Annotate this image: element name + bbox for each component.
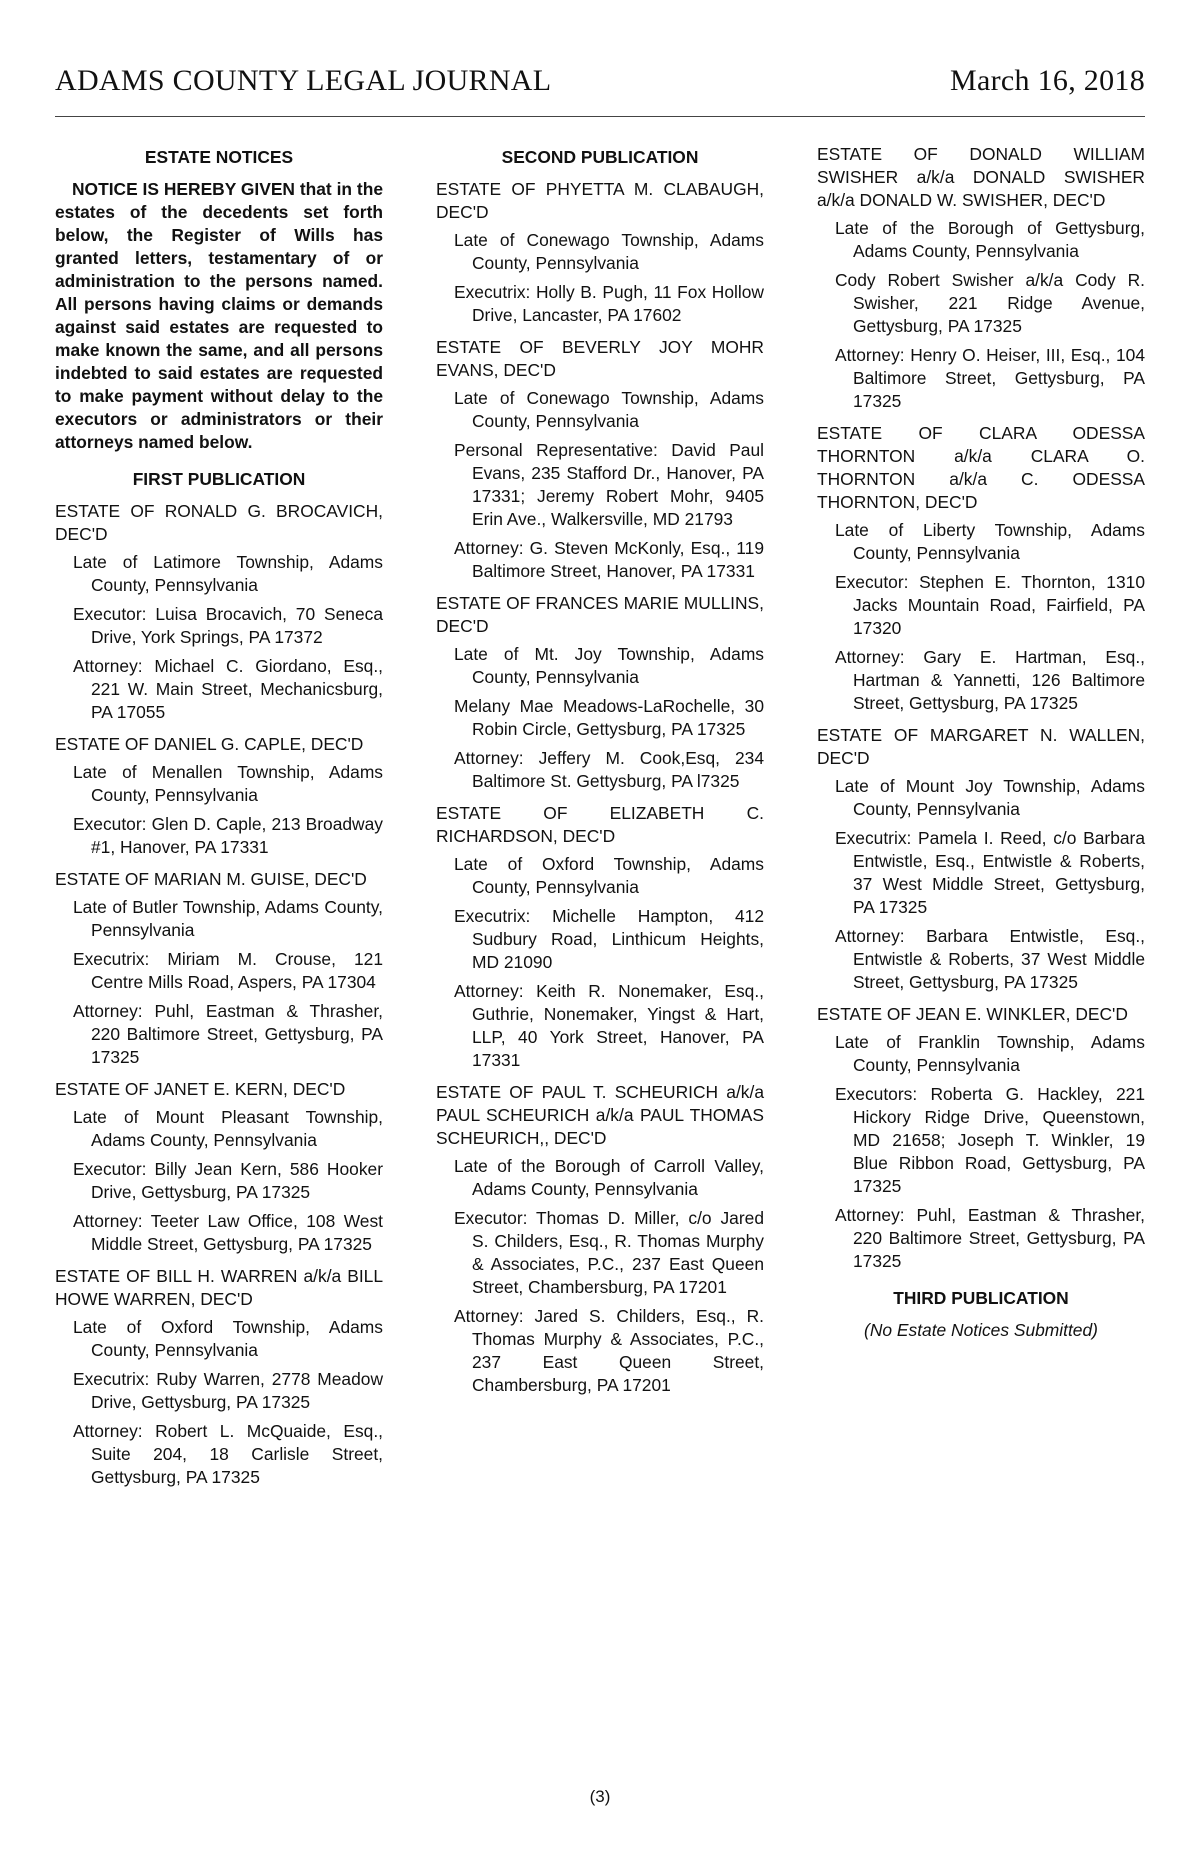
estate-entry [817,422,1145,715]
estate-title: ESTATE OF BEVERLY JOY MOHR EVANS, DEC'D [436,337,764,380]
estate-entry [55,733,383,859]
estate-detail: Attorney: Barbara Entwistle, Esq., Entwistle & Roberts, 37 West Middle Street, Gettysburg, PA 17325 [835,926,1145,992]
estate-detail: Melany Mae Meadows-LaRochelle, 30 Robin Circle, Gettysburg, PA 17325 [454,696,764,739]
notice-intro: NOTICE IS HEREBY GIVEN that in the estates of the decedents set forth below, the Register of Wills has granted letters, testamentary of or administration to the persons named. All persons having claims or demands against said estates are requested to make known the same, and all persons indebted to said estates are requested to make payment without delay to the executors or administrators or their attorneys named below. [55,179,383,452]
estate-title: ESTATE OF MARGARET N. WALLEN, DEC'D [817,725,1145,768]
estate-detail: Executrix: Pamela I. Reed, c/o Barbara Entwistle, Esq., Entwistle & Roberts, 37 West Middle Street, Gettysburg, PA 17325 [835,828,1145,917]
estate-entry [55,1078,383,1256]
estate-entry [817,143,1145,413]
estate-detail: Executrix: Ruby Warren, 2778 Meadow Drive, Gettysburg, PA 17325 [73,1369,383,1412]
estate-notices-heading: ESTATE NOTICES [144,147,294,167]
estate-detail: Late of Franklin Township, Adams County, Pennsylvania [835,1032,1145,1075]
estate-title: ESTATE OF RONALD G. BROCAVICH, DEC'D [55,501,383,544]
estate-title: ESTATE OF MARIAN M. GUISE, DEC'D [55,869,367,889]
estate-entry [817,724,1145,994]
estate-entry [55,500,383,724]
estate-detail: Executors: Roberta G. Hackley, 221 Hickory Ridge Drive, Queenstown, MD 21658; Joseph T. Winkler, 19 Blue Ribbon Road, Gettysburg, PA 17325 [835,1084,1145,1196]
estate-detail: Attorney: Jeffery M. Cook,Esq, 234 Baltimore St. Gettysburg, PA l7325 [454,748,764,791]
column-right [817,143,1145,1342]
estate-detail: Late of Mount Joy Township, Adams County, Pennsylvania [835,776,1145,819]
estate-title: ESTATE OF PAUL T. SCHEURICH a/k/a PAUL SCHEURICH a/k/a PAUL THOMAS SCHEURICH,, DEC'D [436,1082,764,1148]
estate-detail: Attorney: Henry O. Heiser, III, Esq., 104 Baltimore Street, Gettysburg, PA 17325 [835,345,1145,411]
no-notices-text: (No Estate Notices Submitted) [864,1320,1098,1340]
estate-detail: Late of Menallen Township, Adams County, Pennsylvania [73,762,383,805]
estate-entry [436,1081,764,1397]
column-middle [436,143,764,1406]
estate-detail: Executor: Glen D. Caple, 213 Broadway #1, Hanover, PA 17331 [73,814,383,857]
estate-detail: Executrix: Miriam M. Crouse, 121 Centre Mills Road, Aspers, PA 17304 [73,949,383,992]
estate-detail: Late of Latimore Township, Adams County, Pennsylvania [73,552,383,595]
estate-detail: Late of the Borough of Carroll Valley, Adams County, Pennsylvania [454,1156,764,1199]
journal-title: ADAMS COUNTY LEGAL JOURNAL [55,64,552,97]
issue-date: March 16, 2018 [950,64,1145,97]
estate-title: ESTATE OF JANET E. KERN, DEC'D [55,1079,346,1099]
estate-entry [436,592,764,793]
estate-title: ESTATE OF BILL H. WARREN a/k/a BILL HOWE WARREN, DEC'D [55,1266,383,1309]
estate-entry [55,868,383,1069]
estate-entry [55,1265,383,1489]
estate-detail: Cody Robert Swisher a/k/a Cody R. Swisher, 221 Ridge Avenue, Gettysburg, PA 17325 [835,270,1145,336]
estate-list [436,178,764,1397]
estate-detail: Attorney: Puhl, Eastman & Thrasher, 220 Baltimore Street, Gettysburg, PA 17325 [835,1205,1145,1271]
estate-title: ESTATE OF ELIZABETH C. RICHARDSON, DEC'D [436,803,764,846]
estate-detail: Attorney: Robert L. McQuaide, Esq., Suite 204, 18 Carlisle Street, Gettysburg, PA 17325 [73,1421,383,1487]
estate-title: ESTATE OF JEAN E. WINKLER, DEC'D [817,1004,1128,1024]
column-left [55,143,383,1498]
estate-detail: Attorney: Michael C. Giordano, Esq., 221 W. Main Street, Mechanicsburg, PA 17055 [73,656,383,722]
estate-detail: Attorney: Teeter Law Office, 108 West Middle Street, Gettysburg, PA 17325 [73,1211,383,1254]
second-publication-heading: SECOND PUBLICATION [501,147,699,167]
estate-detail: Late of Mt. Joy Township, Adams County, Pennsylvania [454,644,764,687]
estate-detail: Late of Butler Township, Adams County, Pennsylvania [73,897,383,940]
estate-detail: Late of Conewago Township, Adams County, Pennsylvania [454,230,764,273]
estate-detail: Attorney: G. Steven McKonly, Esq., 119 Baltimore Street, Hanover, PA 17331 [454,538,764,581]
estate-detail: Executor: Billy Jean Kern, 586 Hooker Drive, Gettysburg, PA 17325 [73,1159,383,1202]
estate-detail: Executrix: Michelle Hampton, 412 Sudbury Road, Linthicum Heights, MD 21090 [454,906,764,972]
estate-detail: Attorney: Gary E. Hartman, Esq., Hartman & Yannetti, 126 Baltimore Street, Gettysburg, PA 17325 [835,647,1145,713]
estate-detail: Attorney: Jared S. Childers, Esq., R. Thomas Murphy & Associates, P.C., 237 East Queen Street, Chambersburg, PA 17201 [454,1306,764,1395]
estate-detail: Attorney: Keith R. Nonemaker, Esq., Guthrie, Nonemaker, Yingst & Hart, LLP, 40 York Street, Hanover, PA 17331 [454,981,764,1070]
estate-entry [436,178,764,327]
third-publication-heading: THIRD PUBLICATION [893,1288,1069,1308]
estate-detail: Executor: Thomas D. Miller, c/o Jared S. Childers, Esq., R. Thomas Murphy & Associates, P.C., 237 East Queen Street, Chambersburg, PA 17201 [454,1208,764,1297]
estate-entry [436,802,764,1072]
estate-detail: Late of Liberty Township, Adams County, Pennsylvania [835,520,1145,563]
page-header [55,64,1145,117]
estate-detail: Late of Conewago Township, Adams County, Pennsylvania [454,388,764,431]
estate-detail: Personal Representative: David Paul Evans, 235 Stafford Dr., Hanover, PA 17331; Jeremy Robert Mohr, 9405 Erin Ave., Walkersville, MD 21793 [454,440,764,529]
estate-title: ESTATE OF CLARA ODESSA THORNTON a/k/a CLARA O. THORNTON a/k/a C. ODESSA THORNTON, DEC'D [817,423,1145,512]
estate-detail: Late of Oxford Township, Adams County, Pennsylvania [73,1317,383,1360]
estate-detail: Late of Mount Pleasant Township, Adams County, Pennsylvania [73,1107,383,1150]
estate-detail: Executrix: Holly B. Pugh, 11 Fox Hollow Drive, Lancaster, PA 17602 [454,282,764,325]
estate-detail: Executor: Stephen E. Thornton, 1310 Jacks Mountain Road, Fairfield, PA 17320 [835,572,1145,638]
estate-list [817,143,1145,1273]
page-number: (3) [589,1787,611,1806]
estate-detail: Late of the Borough of Gettysburg, Adams County, Pennsylvania [835,218,1145,261]
estate-detail: Attorney: Puhl, Eastman & Thrasher, 220 Baltimore Street, Gettysburg, PA 17325 [73,1001,383,1067]
estate-detail: Executor: Luisa Brocavich, 70 Seneca Drive, York Springs, PA 17372 [73,604,383,647]
estate-entry [436,336,764,583]
estate-entry [817,1003,1145,1273]
estate-title: ESTATE OF FRANCES MARIE MULLINS, DEC'D [436,593,764,636]
first-publication-heading: FIRST PUBLICATION [132,469,306,489]
estate-title: ESTATE OF PHYETTA M. CLABAUGH, DEC'D [436,179,764,222]
estate-detail: Late of Oxford Township, Adams County, Pennsylvania [454,854,764,897]
estate-title: ESTATE OF DONALD WILLIAM SWISHER a/k/a DONALD SWISHER a/k/a DONALD W. SWISHER, DEC'D [817,144,1145,210]
estate-title: ESTATE OF DANIEL G. CAPLE, DEC'D [55,734,364,754]
estate-list [55,500,383,1489]
